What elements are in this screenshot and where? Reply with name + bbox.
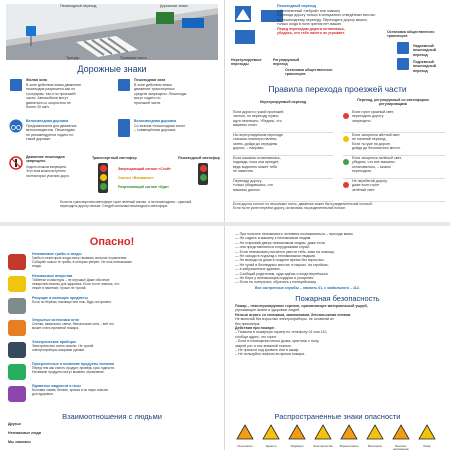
rule-line: зелёный свет.: [352, 187, 375, 192]
fire-line: закрой рот и нос влажной тканью.: [235, 343, 292, 348]
intro-line: — Не гуляй в безлюдных местах: в парках, на стройках,: [235, 262, 329, 267]
rule-row: [343, 110, 445, 133]
danger-item-line: Таблетки и микстуры – не игрушки! Даже обычные: [32, 278, 110, 283]
scene-label: Пешеходный переход: [60, 4, 97, 8]
traffic-signal-icon: [343, 159, 349, 165]
street-scene-illustration: [6, 4, 218, 60]
crossing-label: Пешеходный переход: [277, 4, 316, 8]
rule-line: убедись, что все машины: [352, 160, 395, 165]
rule-line: даже если горит: [352, 183, 380, 188]
fire-line: угрожающее жизни и здоровью людей.: [235, 308, 301, 313]
rule-line: На нерегулируемом переходе: [233, 133, 283, 137]
traffic-light-title: Транспортный светофор: [92, 156, 137, 160]
rule-line: Переходи дорогу,: [233, 179, 263, 183]
section-title: Дорожные знаки: [77, 64, 147, 74]
danger-item-icon: [8, 320, 26, 336]
sign-title: Велосипедная дорожка: [26, 119, 69, 123]
column-header-regulated: Переход, регулируемый со светофором регулировщика: [357, 98, 429, 107]
sign-description: Предназначена для движения велосипедистов. Пешеходам не рекомендуется ходить по такой дорожке.: [26, 124, 77, 142]
sign-title: Движение пешеходов запрещено: [26, 155, 65, 164]
danger-item-title: Электрические приборы: [32, 340, 76, 344]
rule-line: идти неспешно. Убедись, что: [233, 118, 282, 123]
people-list: [8, 422, 218, 449]
people-item-title: Незнакомые люди: [8, 431, 41, 435]
people-item: [8, 422, 218, 431]
rule-line: Если загорелся зелёный свет,: [352, 156, 402, 160]
danger-item-icon: [8, 276, 26, 292]
hazard-sign-label: Высокое напряжение: [393, 444, 409, 450]
page-crossing-rules: [225, 0, 450, 222]
regulated-rules: [343, 110, 445, 202]
pedestrian-zone-sign-icon: [118, 79, 130, 91]
sign-description: В зоне действия знака движение пешеходов разрешено как по тротуарам, так и по проезжей части. Автомобили могут двигаться со скоростью не более 20 км/ч.: [26, 83, 82, 110]
rule-line: Если загорелся жёлтый свет,: [352, 133, 401, 137]
hazard-sign: [389, 424, 413, 450]
danger-item-line: Бытовая химия, бензин, краска и их пары опасны: [32, 388, 109, 393]
hazard-sign: [233, 424, 257, 448]
fire-line: Не включай без взрослых электроприборы, не оставляй их: [235, 317, 334, 322]
page-danger: [0, 226, 225, 450]
fire-line: – Позвони в пожарную охрану по телефону 01 или 112,: [235, 330, 328, 335]
traffic-signal-icon: [343, 136, 349, 142]
hazard-sign: [259, 424, 283, 448]
danger-item-line: Если ты берёшь ножницы или нож, будь осторожен.: [32, 300, 112, 305]
rule-line: частью, по переходу нужно: [233, 114, 279, 119]
danger-item-title: Незнакомые грибы и ягоды: [32, 252, 82, 256]
danger-item-line: электроприборы мокрыми руками.: [32, 348, 85, 353]
hazard-sign-icon: [288, 424, 306, 440]
hazard-sign-icon: [236, 424, 254, 440]
rule-line: машины стоят.: [233, 123, 258, 128]
signal-attention: Сигнал «Внимание»: [118, 176, 154, 180]
hazard-sign-label: Лазер: [423, 444, 431, 448]
people-subtitle: Взаимоотношения с людьми: [62, 412, 162, 421]
sign-title: Велосипедная дорожка: [134, 119, 177, 123]
fire-rules: [235, 304, 440, 357]
hazard-sign-label: Ядовито: [265, 444, 277, 448]
rule-line: подожди, пока она проедет,: [233, 160, 280, 165]
danger-item-title: Режущие и колющие предметы: [32, 296, 88, 300]
rule-line: переходить.: [352, 169, 373, 174]
sign-title: Пешеходная зона: [134, 78, 166, 82]
hazard-sign-label: Радиация: [290, 444, 304, 448]
rule-line: затем, дойдя до середины: [233, 141, 278, 146]
danger-item-icon: [8, 298, 26, 314]
danger-item-line: Спички, зажигалки, свечи, бенгальские огни – всё это: [32, 322, 114, 327]
intro-line: — Не садись в машину к незнакомым людям.: [235, 236, 312, 241]
intro-line: — Не открывай дверь незнакомым людям, даже если: [235, 240, 325, 245]
hazard-sign: [285, 424, 309, 448]
intro-line: — Если незнакомец пытается увести тебя, зови на помощь.: [235, 249, 336, 254]
rule-line: ведь водитель может тебя: [233, 164, 277, 169]
label-regulated: Регулируемый переход: [273, 58, 300, 67]
hazard-sign-label: Огнеопасно: [237, 444, 253, 448]
rule-line: переходить дорогу: [352, 114, 384, 119]
danger-item: [8, 384, 218, 406]
page-fire-safety: [225, 226, 450, 450]
rules-title: Правила перехода проезжей части: [268, 84, 407, 94]
rule-row: [233, 156, 333, 179]
label-bus-stop-right: Остановка общественного транспорта: [387, 30, 435, 39]
danger-item: [8, 318, 218, 340]
stranger-rules: [235, 232, 440, 285]
rule-line: только убедившись, что: [233, 183, 273, 188]
signal-stop: Запрещающий сигнал «Стой»: [118, 167, 172, 171]
signal-go: Разрешающий сигнал «Иди»: [118, 185, 170, 189]
rule-line: остановились, – можно: [352, 164, 391, 169]
emergency-number: Все экстренные службы – звонить 01, с мобильного – 112.: [255, 286, 360, 290]
hazard-sign: [415, 424, 439, 448]
traffic-signal-icon: [343, 113, 349, 119]
danger-item: [8, 296, 218, 318]
people-item: [8, 431, 218, 440]
scene-label: Дорожные знаки: [160, 4, 188, 8]
intro-line: — Если ты потерялся, обратись к полицейскому.: [235, 280, 317, 285]
rule-line: Если машина остановилась,: [233, 156, 281, 160]
fire-line: – Не прячься под кровать или в шкаф.: [235, 348, 300, 353]
rule-line: дороги, – направо.: [233, 146, 265, 151]
hazard-sign-label: Биоопасно: [367, 444, 383, 448]
rule-line: не заметить.: [233, 169, 255, 174]
danger-item-icon: [8, 386, 26, 402]
rule-line: запрещено.: [352, 118, 372, 123]
rule-line: Не перебегай дорогу,: [352, 179, 388, 183]
rule-row: [343, 133, 445, 156]
rule-row: [343, 179, 445, 202]
danger-item-line: ягоды.: [32, 264, 42, 269]
danger-item-line: лекарства опасны для здоровья. Если ты не знаешь, что: [32, 282, 120, 287]
page-road-signs: [0, 0, 225, 222]
hazard-sign-icon: [262, 424, 280, 440]
danger-item-title: Просроченные и несвежие продукты питания: [32, 362, 114, 366]
no-pedestrians-sign-icon: [9, 156, 23, 170]
danger-list: [8, 252, 218, 406]
rule-line: машины далеко.: [233, 187, 261, 192]
hazard-signs-row: [233, 424, 443, 448]
hazard-sign: [363, 424, 387, 448]
traffic-light-icon: [98, 163, 108, 193]
danger-item-title: Незнакомые вещества: [32, 274, 73, 278]
rule-row: [343, 156, 445, 179]
bicycle-path-sign-icon: [9, 119, 23, 133]
rule-line: дойди до безопасного места.: [352, 146, 401, 151]
danger-item-line: лежит в пакетике, лучше не трогай.: [32, 286, 87, 291]
rule-line: Если горит красный свет,: [352, 110, 394, 114]
rule-line: не начинай переход.: [352, 137, 387, 142]
danger-item-line: для здоровья.: [32, 392, 54, 397]
danger-item-line: Несвежие продукты могут вызвать отравление.: [32, 370, 105, 375]
intro-line: — Не бери у незнакомцев подарки и угощения.: [235, 276, 314, 281]
fire-line: Пожар – неконтролируемое горение, причиняющее материальный ущерб,: [235, 304, 368, 308]
living-zone-sign-icon: [10, 79, 22, 91]
danger-signs-title: Распространенные знаки опасности: [274, 412, 401, 421]
intro-line: — Не выходи из дома в позднее время без взрослых.: [235, 258, 325, 263]
fire-line: Нельзя играть со спичками, зажигалками, бенгальскими огнями.: [235, 312, 352, 317]
rule-row: [233, 133, 333, 156]
danger-item: [8, 362, 218, 384]
rule-line: сначала посмотри налево,: [233, 137, 278, 142]
intro-line: — в заброшенных зданиях.: [235, 267, 281, 272]
danger-item-icon: [8, 364, 26, 380]
fire-line: без присмотра.: [235, 321, 261, 326]
people-item-title: Мы знакомы: [8, 440, 31, 444]
label-unregulated: Нерегулируемые переходы: [231, 58, 262, 67]
fire-title: Пожарная безопасность: [295, 294, 380, 303]
sign-description: Со знаком «пешеходная зона» – совмещённая дорожка.: [134, 124, 186, 133]
underpass-sign-icon: [397, 58, 409, 70]
sign-description: Ходить пешком запрещено. Этот знак можно встретить на некоторых участках дорог.: [26, 165, 70, 178]
people-item: [8, 440, 218, 449]
danger-item-line: Грибы и некоторые ягоды могут вызвать сильное отравление.: [32, 256, 128, 261]
danger-item-line: Собирай только те грибы, в которых уверен. Не ешь незнакомые: [32, 260, 132, 265]
danger-item-title: Открытые источники огня: [32, 318, 79, 322]
label-underpass: Подземный пешеходный переход: [413, 60, 436, 73]
label-bus-stop: Остановка общественного транспорта: [285, 68, 333, 77]
rule-row: [233, 179, 333, 202]
hazard-sign-icon: [340, 424, 358, 440]
sign-title: Жилая зона: [26, 78, 47, 82]
danger-title: Опасно!: [89, 236, 135, 248]
column-header-unregulated: Нерегулируемый переход: [259, 100, 307, 104]
hazard-sign-icon: [314, 424, 332, 440]
intro-line: — они представляются сотрудниками служб.: [235, 245, 311, 250]
rules-footer: Если дорога состоит из нескольких полос, движение может быть разделительной полосой. Если ты не успел перейти дорогу, остановись на разделительной полосе.: [233, 202, 373, 211]
pedestrian-light-icon: [198, 163, 208, 185]
hazard-sign-icon: [366, 424, 384, 440]
intro-line: — Сообщай родителям, куда идёшь и когда вернёшься.: [235, 271, 329, 276]
intro-line: — Не заходи в подъезд с незнакомыми людьми.: [235, 254, 316, 259]
hazard-sign-label: Электричество: [313, 444, 333, 448]
unregulated-rules: [233, 110, 333, 202]
fire-line: – Не пользуйся лифтом во время пожара.: [235, 352, 306, 357]
danger-item-icon: [8, 342, 26, 358]
pedestrian-light-title: Пешеходный светофор: [178, 156, 220, 160]
danger-item: [8, 340, 218, 362]
rule-row: [233, 110, 333, 133]
label-overpass: Надземный пешеходный переход: [413, 44, 436, 57]
danger-item-line: может стать причиной пожара.: [32, 326, 80, 331]
traffic-signal-icon: [343, 182, 349, 188]
shared-path-sign-icon: [118, 119, 130, 137]
fire-line: сообщи адрес, что горит.: [235, 334, 277, 339]
hazard-sign-icon: [418, 424, 436, 440]
scene-label: Проезжая часть: [120, 56, 147, 60]
intro-line: — При попытке незнакомого человека познакомиться – проходи мимо.: [235, 232, 354, 236]
danger-item: [8, 274, 218, 296]
hazard-sign: [337, 424, 361, 448]
fire-line: Действия при пожаре:: [235, 326, 275, 331]
danger-item-icon: [8, 254, 26, 270]
danger-item-line: Перед тем как съесть продукт, проверь срок годности.: [32, 366, 116, 371]
hazard-sign-icon: [392, 424, 410, 440]
sign-description: В зоне действия знака движение транспортных средств запрещено. Пешеходы могут ходить по проезжей части.: [134, 83, 187, 105]
overpass-sign-icon: [397, 42, 409, 54]
danger-item-line: Электричество очень опасно. Не трогай: [32, 344, 94, 349]
rule-line: Если дорога с узкой проезжей: [233, 110, 284, 114]
crossing-text: (обозначенный «зеброй» или знаком) Переходи дорогу только в специально отведённых местах: по пешеходному переходу. Переходить дорогу можно, только когда в поле зрения нет машин. Перед переходом дороги остановись, убедись, что тебе ничего не угрожает.: [277, 9, 376, 36]
rule-line: Если ты уже на дороге,: [352, 141, 392, 146]
scene-label: Тротуар: [66, 56, 80, 60]
traffic-note: Если на транспортном светофоре горит зелёный сигнал, а на пешеходном – красный, переходить дорогу нельзя. Следуй сигналам пешеходного светофора.: [60, 200, 192, 209]
hazard-sign: [311, 424, 335, 448]
fire-line: – Если в помещении много дыма, пригнись к полу,: [235, 339, 320, 344]
danger-item: [8, 252, 218, 274]
hazard-sign-label: Взрывоопасно: [339, 444, 359, 448]
danger-item-title: Ядовитые жидкости и газы: [32, 384, 81, 388]
people-item-title: Друзья: [8, 422, 21, 426]
